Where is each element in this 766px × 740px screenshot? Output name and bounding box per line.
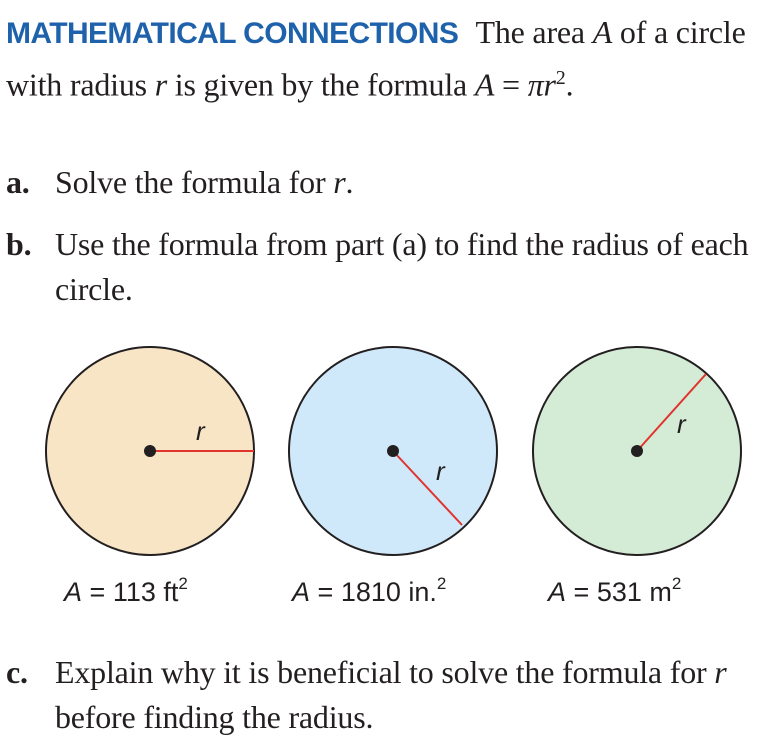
circle-1-center-dot <box>144 445 156 457</box>
part-c-text-1: Explain why it is beneficial to solve the formula for <box>55 654 707 690</box>
circle-1-area-label <box>64 572 188 612</box>
part-a-text: Solve the formula for <box>55 164 326 200</box>
part-b <box>6 222 761 312</box>
circle-3-radius-label: r <box>677 409 686 439</box>
circle-3-area-eq: = <box>573 577 590 607</box>
part-c-var: r <box>714 654 727 690</box>
circle-3-area-label <box>548 572 681 612</box>
part-a-var: r <box>333 164 346 200</box>
intro-paragraph <box>6 10 761 108</box>
intro-text-3: is given by the formula <box>174 66 468 103</box>
formula-equals: = <box>502 66 520 103</box>
intro-text-2: of a circle with radius <box>6 14 746 103</box>
circle-2 <box>289 347 497 555</box>
circle-3-area-value: 531 m <box>596 577 672 607</box>
circle-1-area-exp: 2 <box>178 574 188 593</box>
formula-a: A <box>474 66 495 103</box>
circle-1-radius-label: r <box>196 416 205 446</box>
part-c-letter: c. <box>6 654 28 690</box>
circle-3 <box>533 347 741 555</box>
intro-var-a: A <box>592 14 613 50</box>
circles-figure <box>0 330 766 570</box>
circle-2-radius-label: r <box>436 456 445 486</box>
circle-3-area-exp: 2 <box>671 574 682 593</box>
circle-2-area-exp: 2 <box>436 574 447 593</box>
circle-1-area-eq: = <box>89 577 106 607</box>
part-a-end: . <box>345 164 354 200</box>
circle-2-area-eq: = <box>317 577 334 607</box>
circle-3-area-var: A <box>548 577 567 607</box>
circle-1-area-var: A <box>64 577 83 607</box>
part-a-letter: a. <box>6 164 30 200</box>
circle-1 <box>46 347 254 555</box>
part-a <box>6 160 761 205</box>
section-heading: MATHEMATICAL CONNECTIONS <box>6 17 459 50</box>
intro-var-r: r <box>154 66 167 103</box>
circle-2-area-var: A <box>292 577 311 607</box>
circle-2-center-dot <box>387 445 399 457</box>
part-b-letter: b. <box>6 226 32 262</box>
circle-3-center-dot <box>631 445 643 457</box>
formula-exponent: 2 <box>555 67 566 89</box>
formula-period: . <box>565 66 574 103</box>
part-c <box>6 650 761 740</box>
part-c-text-2: before finding the radius. <box>55 699 374 735</box>
circle-2-area-label <box>292 572 446 612</box>
intro-text-1: The area <box>475 14 585 50</box>
part-b-text: Use the formula from part (a) to find the radius of each circle. <box>55 226 749 307</box>
formula-pi-r: πr <box>527 66 556 103</box>
circle-1-area-value: 113 ft <box>112 577 179 607</box>
circle-2-area-value: 1810 in. <box>340 577 437 607</box>
